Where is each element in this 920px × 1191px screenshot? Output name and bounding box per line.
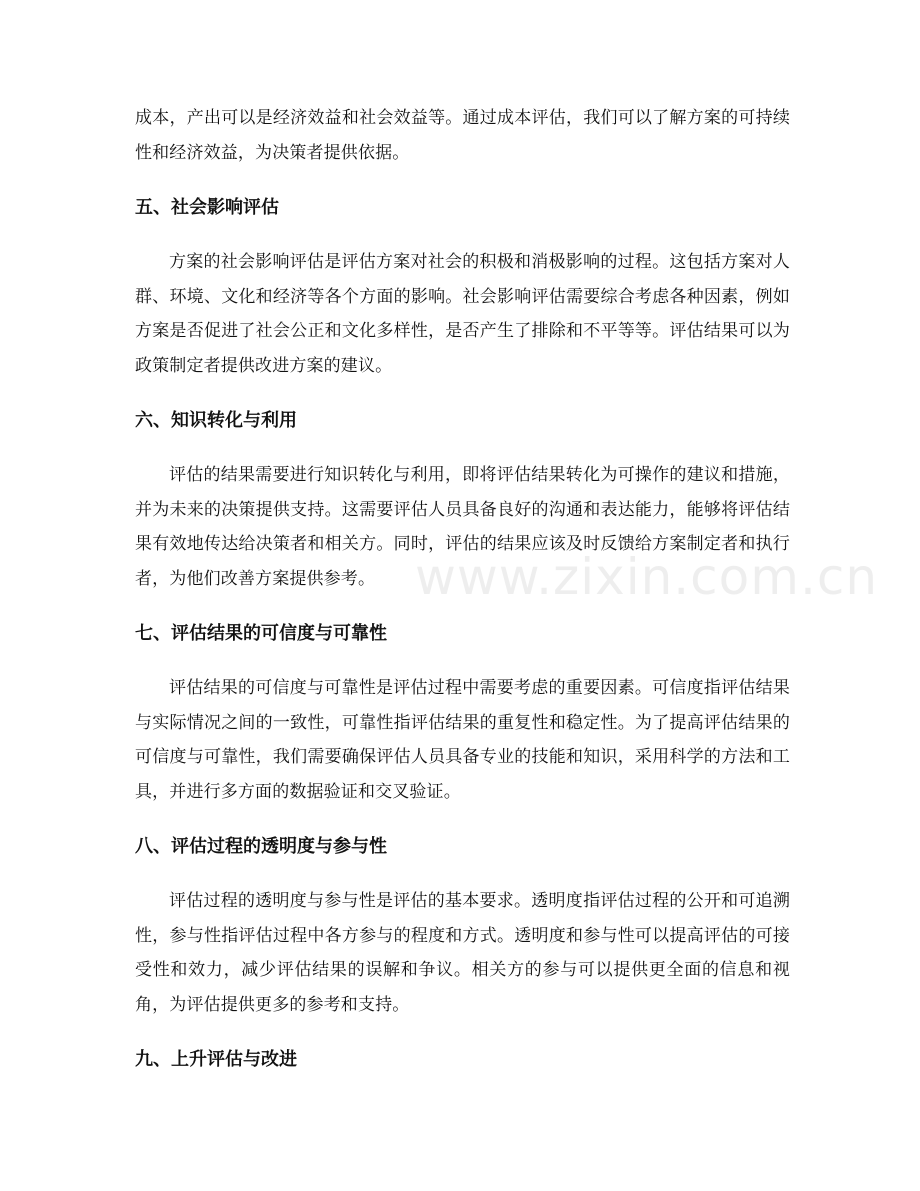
intro-paragraph: 成本，产出可以是经济效益和社会效益等。通过成本评估，我们可以了解方案的可持续性和经济效益，为决策者提供依据。 xyxy=(135,108,790,163)
section-heading-8: 八、评估过程的透明度与参与性 xyxy=(135,836,387,857)
section-heading-5: 五、社会影响评估 xyxy=(135,197,279,218)
section-body-8: 评估过程的透明度与参与性是评估的基本要求。透明度指评估过程的公开和可追溯性，参与性指评估过程中各方参与的程度和方式。透明度和参与性可以提高评估的可接受性和效力，减少评估结果的误解和争议。相关方的参与可以提供更全面的信息和视角，为评估提供更多的参考和支持。 xyxy=(135,891,790,1015)
section-heading-6: 六、知识转化与利用 xyxy=(135,410,297,431)
section-body-5: 方案的社会影响评估是评估方案对社会的积极和消极影响的过程。这包括方案对人群、环境、文化和经济等各个方面的影响。社会影响评估需要综合考虑各种因素，例如方案是否促进了社会公正和文化多样性，是否产生了排除和不平等等。评估结果可以为政策制定者提供改进方案的建议。 xyxy=(135,252,790,376)
section-body-6: 评估的结果需要进行知识转化与利用，即将评估结果转化为可操作的建议和措施，并为未来的决策提供支持。这需要评估人员具备良好的沟通和表达能力，能够将评估结果有效地传达给决策者和相关方。同时，评估的结果应该及时反馈给方案制定者和执行者，为他们改善方案提供参考。 xyxy=(135,465,790,589)
section-body-7: 评估结果的可信度与可靠性是评估过程中需要考虑的重要因素。可信度指评估结果与实际情况之间的一致性，可靠性指评估结果的重复性和稳定性。为了提高评估结果的可信度与可靠性，我们需要确保评估人员具备专业的技能和知识，采用科学的方法和工具，并进行多方面的数据验证和交叉验证。 xyxy=(135,678,790,802)
document-body xyxy=(135,101,790,1077)
section-heading-7: 七、评估结果的可信度与可靠性 xyxy=(135,623,387,644)
section-heading-9: 九、上升评估与改进 xyxy=(135,1049,297,1070)
watermark: www.zixin.com.cn xyxy=(415,548,879,606)
